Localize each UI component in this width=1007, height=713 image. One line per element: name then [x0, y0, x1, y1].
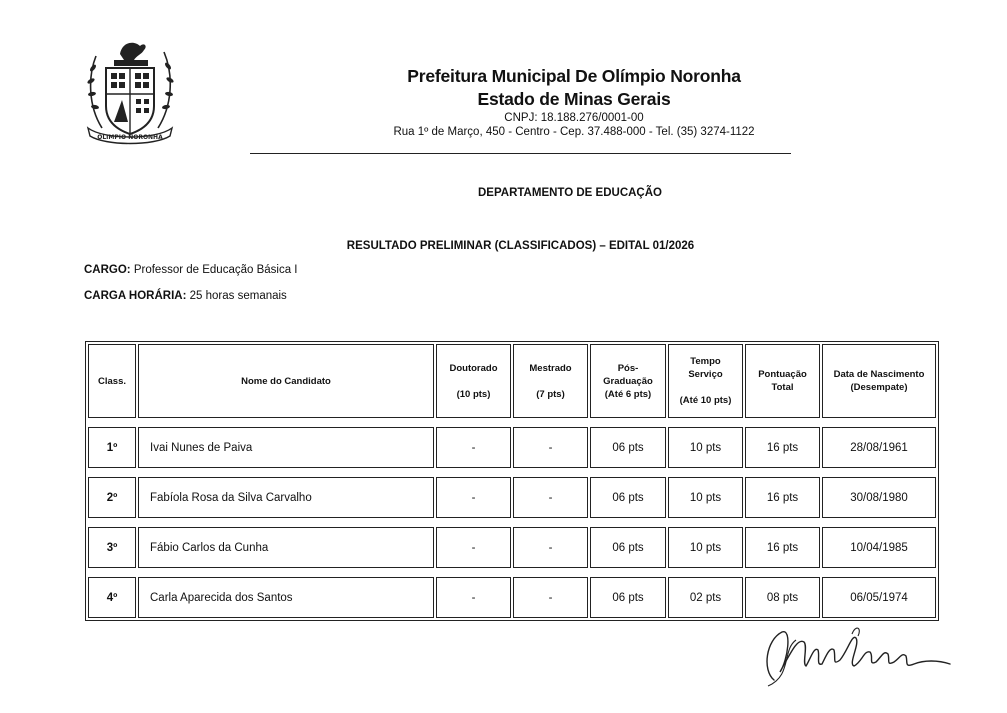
cell-doutorado: -	[436, 427, 511, 468]
cell-class: 4º	[88, 577, 136, 618]
table-row	[88, 577, 936, 618]
cell-mestrado: -	[513, 427, 588, 468]
cell-class: 2º	[88, 477, 136, 518]
cell-mestrado: -	[513, 477, 588, 518]
table-header-row	[88, 344, 936, 418]
municipal-crest	[84, 36, 176, 146]
cell-data-nascimento: 10/04/1985	[822, 527, 936, 568]
cell-pos-graduacao: 06 pts	[590, 427, 666, 468]
cell-data-nascimento: 30/08/1980	[822, 477, 936, 518]
department-title: DEPARTAMENTO DE EDUCAÇÃO	[477, 187, 662, 199]
col-tempo-servico: Tempo Serviço (Até 10 pts)	[668, 344, 743, 418]
carga-horaria-label: CARGA HORÁRIA:	[84, 290, 187, 302]
col-pontuacao-total: Pontuação Total	[745, 344, 820, 418]
page-title: Prefeitura Municipal De Olímpio Noronha	[407, 66, 741, 86]
results-table	[85, 341, 939, 621]
cargo-label: CARGO:	[84, 264, 131, 276]
col-data-nascimento: Data de Nascimento (Desempate)	[822, 344, 936, 418]
table-row	[88, 477, 936, 518]
cell-name: Ivai Nunes de Paiva	[138, 427, 434, 468]
cell-name: Fabíola Rosa da Silva Carvalho	[138, 477, 434, 518]
cell-pos-graduacao: 06 pts	[590, 527, 666, 568]
cell-data-nascimento: 28/08/1961	[822, 427, 936, 468]
table-row	[88, 427, 936, 468]
carga-horaria-value: 25 horas semanais	[189, 290, 287, 302]
cell-doutorado: -	[436, 477, 511, 518]
signature	[752, 620, 960, 692]
col-class: Class.	[88, 344, 136, 418]
cargo-line	[84, 264, 298, 276]
col-name: Nome do Candidato	[138, 344, 434, 418]
cell-class: 1º	[88, 427, 136, 468]
cell-mestrado: -	[513, 577, 588, 618]
cell-doutorado: -	[436, 527, 511, 568]
cell-doutorado: -	[436, 577, 511, 618]
col-doutorado: Doutorado (10 pts)	[436, 344, 511, 418]
svg-text:OLIMPIO NORONHA: OLIMPIO NORONHA	[97, 134, 163, 141]
table-row	[88, 527, 936, 568]
cell-pontuacao-total: 16 pts	[745, 427, 820, 468]
cell-tempo-servico: 10 pts	[668, 427, 743, 468]
carga-horaria-line	[84, 290, 287, 302]
cell-data-nascimento: 06/05/1974	[822, 577, 936, 618]
cell-name: Carla Aparecida dos Santos	[138, 577, 434, 618]
cell-pos-graduacao: 06 pts	[590, 477, 666, 518]
cell-pontuacao-total: 08 pts	[745, 577, 820, 618]
cell-mestrado: -	[513, 527, 588, 568]
cell-name: Fábio Carlos da Cunha	[138, 527, 434, 568]
col-pos-graduacao: Pós- Graduação (Até 6 pts)	[590, 344, 666, 418]
cnpj-text: CNPJ: 18.188.276/0001-00	[504, 112, 644, 124]
cell-tempo-servico: 02 pts	[668, 577, 743, 618]
col-mestrado: Mestrado (7 pts)	[513, 344, 588, 418]
cell-pos-graduacao: 06 pts	[590, 577, 666, 618]
state-title: Estado de Minas Gerais	[477, 89, 671, 109]
result-title: RESULTADO PRELIMINAR (CLASSIFICADOS) – EDITAL 01/2026	[346, 240, 695, 252]
cell-tempo-servico: 10 pts	[668, 527, 743, 568]
header-divider	[250, 153, 791, 154]
cell-tempo-servico: 10 pts	[668, 477, 743, 518]
cell-pontuacao-total: 16 pts	[745, 527, 820, 568]
cargo-value: Professor de Educação Básica I	[133, 264, 298, 276]
cell-class: 3º	[88, 527, 136, 568]
cell-pontuacao-total: 16 pts	[745, 477, 820, 518]
address-text: Rua 1º de Março, 450 - Centro - Cep. 37.488-000 - Tel. (35) 3274-1122	[393, 126, 755, 138]
